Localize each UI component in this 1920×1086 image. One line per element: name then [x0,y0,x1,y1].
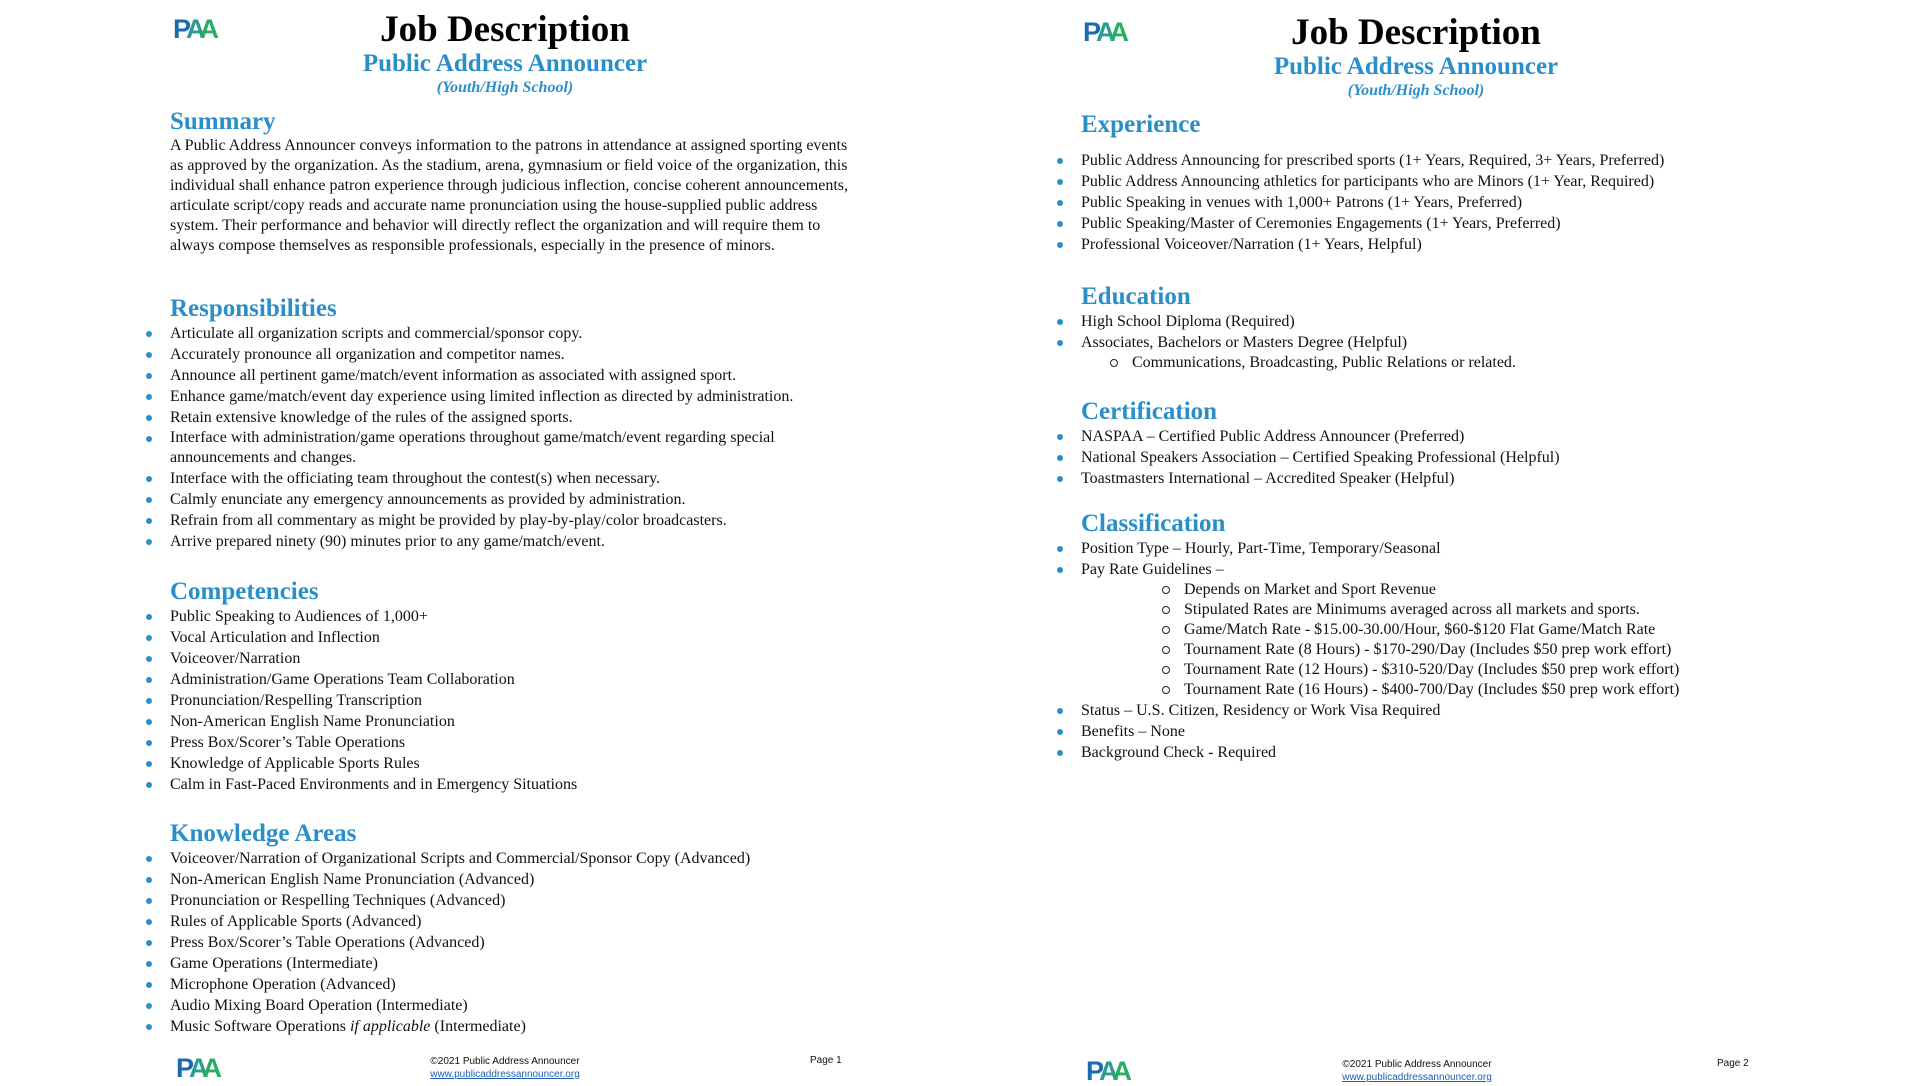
list-item: Non-American English Name Pronunciation (Advanced) [170,869,750,890]
footer-logo: PAA [1086,1056,1130,1086]
document-page-1 [0,0,960,1083]
list-item: Articulate all organization scripts and commercial/sponsor copy. [170,323,870,344]
section-heading: Education [1081,283,1191,310]
knowledge-areas-section [170,820,750,1037]
list-item: Enhance game/match/event day experience using limited inflection as directed by administration. [170,386,870,407]
list-item: Pronunciation or Respelling Techniques (Advanced) [170,890,750,911]
paa-logo: PAA [1083,17,1127,47]
competencies-list [170,606,577,795]
education-list [1081,311,1516,353]
list-item: Game/Match Rate - $15.00-30.00/Hour, $60-$120 Flat Game/Match Rate [1184,620,1679,640]
education-sublist [1132,353,1516,373]
classification-section [1081,510,1679,763]
summary-text: A Public Address Announcer conveys information to the patrons in attendance at assigned sporting events as approved by the organization. As the stadium, arena, gymnasium or field voice of the organization, this individual shall enhance patron experience through judicious inflection, concise coherent announcements, articulate script/copy reads and accurate name pronunciation using the house-supplied public address system. Their performance and behavior will directly reflect the organization and will require them to always compose themselves as responsible professionals, especially in the presence of minors. [170,137,848,254]
list-item: National Speakers Association – Certified Speaking Professional (Helpful) [1081,449,1560,466]
certification-section [1081,398,1560,489]
list-item: Tournament Rate (16 Hours) - $400-700/Day (Includes $50 prep work effort) [1184,681,1680,698]
footer-logo: PAA [176,1053,220,1083]
experience-list [1081,150,1664,255]
list-item: Tournament Rate (8 Hours) - $170-290/Day (Includes $50 prep work effort) [1184,640,1679,660]
list-item: Public Speaking in venues with 1,000+ Patrons (1+ Years, Preferred) [1081,192,1664,213]
list-item: Stipulated Rates are Minimums averaged across all markets and sports. [1184,600,1679,620]
list-item: Public Speaking to Audiences of 1,000+ [170,606,577,627]
list-item: Audio Mixing Board Operation (Intermediate) [170,995,750,1016]
list-item: Pay Rate Guidelines – [1081,559,1679,580]
summary-section [170,108,850,256]
section-heading: Experience [1081,111,1201,138]
classification-list-continued [1081,700,1679,763]
experience-section [1081,111,1664,255]
education-section [1081,283,1516,373]
list-item: Tournament Rate (12 Hours) - $310-520/Day (Includes $50 prep work effort) [1184,661,1680,678]
page-level: (Youth/High School) [436,79,574,96]
paa-logo: PAA [173,14,217,44]
list-item: Interface with administration/game operations throughout game/match/event regarding special announcements and changes. [170,428,830,468]
page-title: Job Description [1291,12,1541,53]
page-subtitle: Public Address Announcer [1273,53,1559,80]
certification-list [1081,426,1560,489]
section-heading: Classification [1081,510,1226,537]
footer-copyright: ©2021 Public Address Announcer www.publicaddressannouncer.org [385,1055,625,1081]
pay-rate-sublist [1184,580,1679,700]
list-item: Depends on Market and Sport Revenue [1184,580,1679,600]
list-item: Calm in Fast-Paced Environments and in Emergency Situations [170,776,578,793]
list-item: Voiceover/Narration of Organizational Scripts and Commercial/Sponsor Copy (Advanced) [170,850,751,867]
list-item: Associates, Bachelors or Masters Degree (Helpful) [1081,332,1516,353]
list-item: Professional Voiceover/Narration (1+ Years, Helpful) [1081,234,1664,255]
list-item: Benefits – None [1081,721,1679,742]
responsibilities-list [170,323,870,552]
list-item: Voiceover/Narration [170,648,577,669]
list-item: Communications, Broadcasting, Public Relations or related. [1132,354,1516,371]
knowledge-areas-list [170,848,750,1037]
list-item: Calmly enunciate any emergency announcements as provided by administration. [170,489,870,510]
document-page-2 [960,0,1920,1086]
list-item: Press Box/Scorer’s Table Operations [170,732,577,753]
page-level: (Youth/High School) [1347,82,1485,99]
list-item: Retain extensive knowledge of the rules of the assigned sports. [170,407,870,428]
classification-list [1081,538,1679,580]
list-item: Announce all pertinent game/match/event information as associated with assigned sport. [170,365,870,386]
list-item: Arrive prepared ninety (90) minutes prior to any game/match/event. [170,531,870,552]
list-item: Status – U.S. Citizen, Residency or Work Visa Required [1081,700,1679,721]
list-item: Pronunciation/Respelling Transcription [170,690,577,711]
list-item: Position Type – Hourly, Part-Time, Temporary/Seasonal [1081,538,1679,559]
website-link[interactable]: www.publicaddressannouncer.org [430,1069,580,1080]
list-item: Interface with the officiating team throughout the contest(s) when necessary. [170,468,870,489]
list-item: Administration/Game Operations Team Collaboration [170,669,577,690]
list-item: Background Check - Required [1081,742,1679,763]
section-heading: Responsibilities [170,295,337,322]
list-item: Public Address Announcing athletics for participants who are Minors (1+ Year, Required) [1081,171,1664,192]
list-item: High School Diploma (Required) [1081,311,1516,332]
competencies-section [170,578,577,795]
list-item: Game Operations (Intermediate) [170,953,750,974]
footer-copyright: ©2021 Public Address Announcer www.publicaddressannouncer.org [1297,1058,1537,1084]
list-item: Accurately pronounce all organization and competitor names. [170,344,870,365]
list-item: Public Speaking/Master of Ceremonies Engagements (1+ Years, Preferred) [1081,213,1664,234]
list-item: Press Box/Scorer’s Table Operations (Advanced) [170,932,750,953]
section-heading: Competencies [170,578,319,605]
list-item: Refrain from all commentary as might be provided by play-by-play/color broadcasters. [170,510,870,531]
list-item: Rules of Applicable Sports (Advanced) [170,911,750,932]
section-heading: Certification [1081,398,1218,425]
responsibilities-section [170,295,870,552]
page-number: Page 1 [810,1055,842,1066]
website-link[interactable]: www.publicaddressannouncer.org [1342,1072,1492,1083]
page-number: Page 2 [1717,1058,1749,1069]
list-item: Knowledge of Applicable Sports Rules [170,753,577,774]
section-heading: Knowledge Areas [170,820,357,847]
page-header [1166,13,1666,101]
list-item: NASPAA – Certified Public Address Announcer (Preferred) [1081,426,1560,447]
list-item: Microphone Operation (Advanced) [170,974,750,995]
page-header [255,10,755,98]
section-heading: Summary [170,108,276,135]
list-item: Music Software Operations if applicable (Intermediate) [170,1016,750,1037]
list-item: Non-American English Name Pronunciation [170,711,577,732]
list-item: Toastmasters International – Accredited Speaker (Helpful) [1081,468,1560,489]
list-item: Public Address Announcing for prescribed sports (1+ Years, Required, 3+ Years, Preferred) [1081,152,1665,169]
page-title: Job Description [380,9,630,50]
page-subtitle: Public Address Announcer [362,50,648,77]
list-item: Vocal Articulation and Inflection [170,627,577,648]
